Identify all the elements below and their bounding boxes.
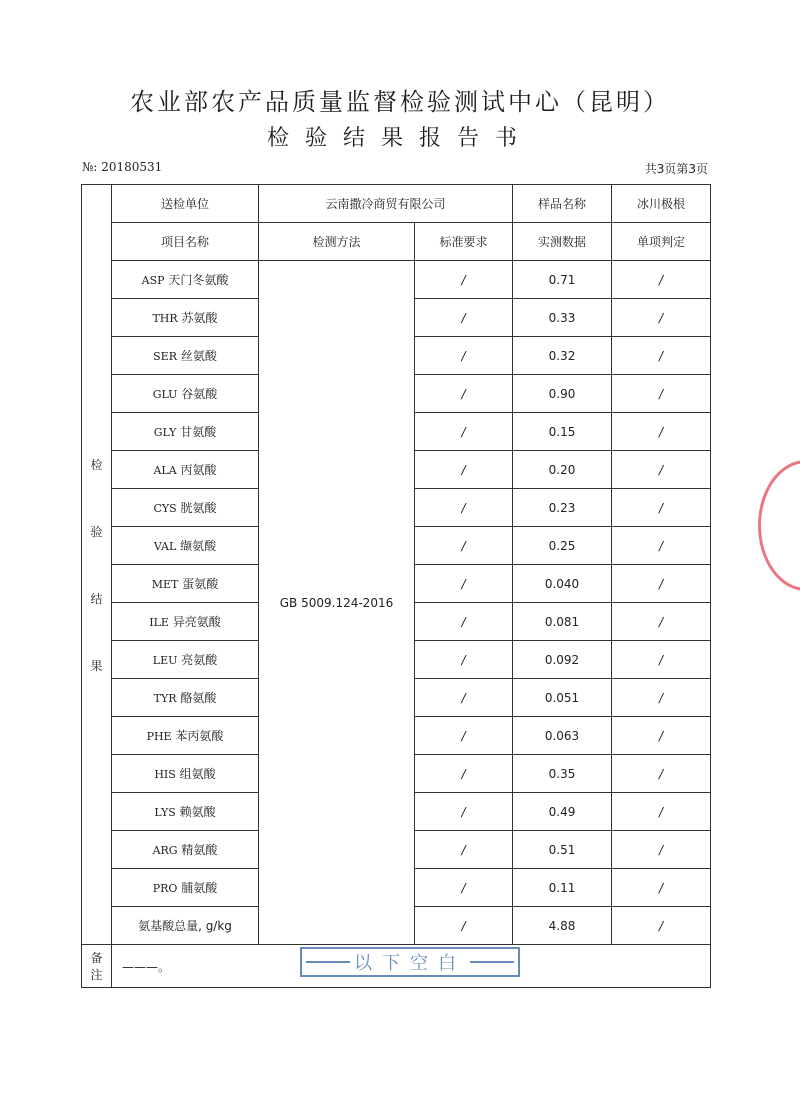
measured-value: 0.081 bbox=[513, 603, 612, 641]
standard-cell: / bbox=[415, 603, 513, 641]
judgement-cell: / bbox=[612, 261, 711, 299]
stamp-text: 以下空白 bbox=[354, 953, 466, 974]
total-judgement: / bbox=[612, 907, 711, 945]
judgement-cell: / bbox=[612, 603, 711, 641]
measured-value: 0.063 bbox=[513, 717, 612, 755]
item-code: ASP bbox=[141, 274, 165, 287]
measured-value: 0.051 bbox=[513, 679, 612, 717]
item-name bbox=[112, 831, 259, 869]
standard-cell: / bbox=[415, 413, 513, 451]
measured-value: 0.33 bbox=[513, 299, 612, 337]
notes-label-char: 备 bbox=[90, 951, 103, 965]
judgement-cell: / bbox=[612, 527, 711, 565]
notes-label-char: 注 bbox=[90, 968, 103, 982]
item-cn-name: 胱氨酸 bbox=[180, 501, 217, 515]
item-name bbox=[112, 299, 259, 337]
item-name bbox=[112, 565, 259, 603]
item-name bbox=[112, 451, 259, 489]
standard-cell: / bbox=[415, 679, 513, 717]
item-name bbox=[112, 375, 259, 413]
notes-text: ———。 bbox=[112, 945, 711, 988]
item-cn-name: 甘氨酸 bbox=[180, 425, 217, 439]
standard-cell: / bbox=[415, 337, 513, 375]
results-table bbox=[81, 184, 711, 988]
judgement-cell: / bbox=[612, 717, 711, 755]
item-code: PHE bbox=[146, 730, 172, 743]
judgement-cell: / bbox=[612, 869, 711, 907]
measured-value: 0.15 bbox=[513, 413, 612, 451]
item-code: MET bbox=[151, 578, 179, 591]
judgement-cell: / bbox=[612, 831, 711, 869]
item-cn-name: 酪氨酸 bbox=[180, 691, 217, 705]
item-name bbox=[112, 717, 259, 755]
item-name bbox=[112, 413, 259, 451]
total-value: 4.88 bbox=[513, 907, 612, 945]
item-code: ILE bbox=[149, 616, 169, 629]
measured-value: 0.32 bbox=[513, 337, 612, 375]
item-code: ALA bbox=[153, 464, 177, 477]
item-code: LEU bbox=[152, 654, 178, 667]
item-cn-name: 精氨酸 bbox=[181, 843, 218, 857]
item-code: HIS bbox=[154, 768, 176, 781]
standard-cell: / bbox=[415, 451, 513, 489]
item-cn-name: 组氨酸 bbox=[179, 767, 216, 781]
item-code: TYR bbox=[153, 692, 177, 705]
measured-value: 0.35 bbox=[513, 755, 612, 793]
total-standard: / bbox=[415, 907, 513, 945]
item-code: LYS bbox=[154, 806, 176, 819]
measured-value: 0.11 bbox=[513, 869, 612, 907]
report-subtitle: 检验结果报告书 bbox=[266, 126, 533, 151]
item-name bbox=[112, 603, 259, 641]
item-code: GLY bbox=[153, 426, 177, 439]
item-code: PRO bbox=[152, 882, 178, 895]
judgement-cell: / bbox=[612, 375, 711, 413]
item-cn-name: 蛋氨酸 bbox=[182, 577, 219, 591]
measured-value: 0.20 bbox=[513, 451, 612, 489]
judgement-cell: / bbox=[612, 565, 711, 603]
item-code: ARG bbox=[152, 844, 178, 857]
item-code: CYS bbox=[153, 502, 177, 515]
judgement-cell: / bbox=[612, 793, 711, 831]
notes-label bbox=[82, 945, 112, 988]
judgement-cell: / bbox=[612, 641, 711, 679]
item-cn-name: 苏氨酸 bbox=[181, 311, 218, 325]
judgement-cell: / bbox=[612, 337, 711, 375]
standard-cell: / bbox=[415, 375, 513, 413]
column-header-row bbox=[82, 223, 711, 261]
header-row-unit bbox=[82, 185, 711, 223]
col-measured: 实测数据 bbox=[513, 223, 612, 261]
measured-value: 0.25 bbox=[513, 527, 612, 565]
standard-cell: / bbox=[415, 755, 513, 793]
item-cn-name: 苯丙氨酸 bbox=[175, 729, 224, 743]
judgement-cell: / bbox=[612, 679, 711, 717]
item-name bbox=[112, 261, 259, 299]
sample-value: 冰川极根 bbox=[612, 185, 711, 223]
stamp-dash-right bbox=[470, 961, 514, 963]
table-row bbox=[82, 261, 711, 299]
item-cn-name: 异亮氨酸 bbox=[172, 615, 221, 629]
standard-cell: / bbox=[415, 641, 513, 679]
item-cn-name: 丝氨酸 bbox=[180, 349, 217, 363]
col-judgement: 单项判定 bbox=[612, 223, 711, 261]
item-name bbox=[112, 527, 259, 565]
standard-cell: / bbox=[415, 527, 513, 565]
standard-cell: / bbox=[415, 793, 513, 831]
col-item-name: 项目名称 bbox=[112, 223, 259, 261]
report-number: №: 20180531 bbox=[82, 160, 163, 174]
item-cn-name: 天门冬氨酸 bbox=[168, 273, 229, 287]
standard-cell: / bbox=[415, 489, 513, 527]
item-name bbox=[112, 641, 259, 679]
item-name bbox=[112, 489, 259, 527]
unit-label: 送检单位 bbox=[112, 185, 259, 223]
stamp-dash-left bbox=[306, 961, 350, 963]
item-name bbox=[112, 337, 259, 375]
judgement-cell: / bbox=[612, 299, 711, 337]
item-cn-name: 缬氨酸 bbox=[180, 539, 217, 553]
col-standard: 标准要求 bbox=[415, 223, 513, 261]
measured-value: 0.092 bbox=[513, 641, 612, 679]
measured-value: 0.51 bbox=[513, 831, 612, 869]
judgement-cell: / bbox=[612, 451, 711, 489]
red-seal-stamp bbox=[758, 460, 800, 591]
measured-value: 0.040 bbox=[513, 565, 612, 603]
standard-cell: / bbox=[415, 261, 513, 299]
test-method: GB 5009.124-2016 bbox=[259, 261, 415, 945]
item-name bbox=[112, 755, 259, 793]
standard-cell: / bbox=[415, 831, 513, 869]
standard-cell: / bbox=[415, 869, 513, 907]
item-cn-name: 丙氨酸 bbox=[180, 463, 217, 477]
judgement-cell: / bbox=[612, 489, 711, 527]
item-code: VAL bbox=[153, 540, 177, 553]
item-name bbox=[112, 679, 259, 717]
item-name bbox=[112, 793, 259, 831]
unit-value: 云南撒冷商贸有限公司 bbox=[259, 185, 513, 223]
page-info: 共3页第3页 bbox=[644, 162, 708, 176]
item-code: THR bbox=[152, 312, 178, 325]
measured-value: 0.71 bbox=[513, 261, 612, 299]
item-cn-name: 赖氨酸 bbox=[179, 805, 216, 819]
item-cn-name: 脯氨酸 bbox=[181, 881, 218, 895]
measured-value: 0.49 bbox=[513, 793, 612, 831]
standard-cell: / bbox=[415, 299, 513, 337]
item-cn-name: 亮氨酸 bbox=[181, 653, 218, 667]
side-label: 检 验 结 果 bbox=[82, 185, 112, 945]
measured-value: 0.90 bbox=[513, 375, 612, 413]
standard-cell: / bbox=[415, 717, 513, 755]
blank-below-stamp bbox=[300, 947, 520, 977]
measured-value: 0.23 bbox=[513, 489, 612, 527]
col-method: 检测方法 bbox=[259, 223, 415, 261]
standard-cell: / bbox=[415, 565, 513, 603]
item-name bbox=[112, 869, 259, 907]
judgement-cell: / bbox=[612, 755, 711, 793]
total-label: 氨基酸总量, g/kg bbox=[112, 907, 259, 945]
item-cn-name: 谷氨酸 bbox=[181, 387, 218, 401]
item-code: SER bbox=[153, 350, 177, 363]
sample-label: 样品名称 bbox=[513, 185, 612, 223]
judgement-cell: / bbox=[612, 413, 711, 451]
item-code: GLU bbox=[152, 388, 178, 401]
report-title: 农业部农产品质量监督检验测试中心（昆明） bbox=[130, 88, 670, 116]
